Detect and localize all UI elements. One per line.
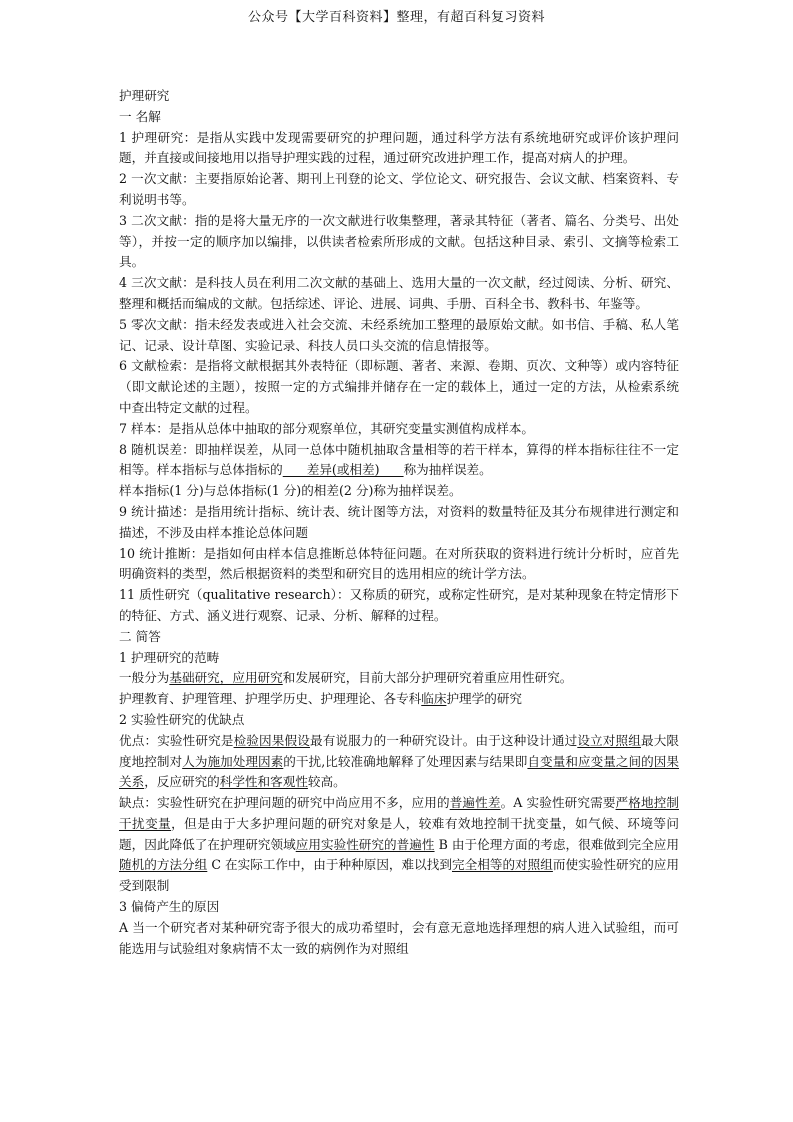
def8-text: 8 随机误差：即抽样误差，从同一总体中随机抽取含量相等的若干样本，算得的样本指标往往不一定相等。样本指标与总体指标的 [119, 441, 679, 478]
definition-item: 1 护理研究：是指从实践中发现需要研究的护理问题，通过科学方法有系统地研究或评价该护理问题，并直接或间接地用以指导护理实践的过程，通过研究改进护理工作，提高对病人的护理。 [119, 129, 679, 166]
def8-text-end: 称为抽样误差。 [403, 462, 492, 478]
underlined-term: 临床 [421, 691, 447, 707]
answer-text: B 由于伦理方面的考虑，很难做到完全应用 [434, 836, 680, 852]
answer-text: 最有说服力的一种研究设计。由于这种设计通过 [309, 732, 578, 748]
answer-text: 而使实验性研究的应用受到限制 [119, 857, 680, 894]
answer-text: 优点：实验性研究是 [119, 732, 234, 748]
def8-underlined: 差异(或相差) [282, 462, 404, 478]
document-body [119, 86, 679, 959]
underlined-term: 设立对照组 [577, 732, 641, 748]
answer-line: A 当一个研究者对某种研究寄予很大的成功希望时，会有意无意地选择理想的病人进入试验组，而可能选用与试验组对象病情不太一致的病例作为对照组 [119, 919, 679, 956]
question-title: 2 实验性研究的优缺点 [119, 711, 245, 727]
answer-text: 。A 实验性研究需要 [500, 795, 616, 811]
answer-text: 最大限度地控制对 [119, 732, 680, 769]
question-title: 1 护理研究的范畴 [119, 649, 220, 665]
answer-text: 缺点：实验性研究在护理问题的研究中尚应用不多，应用的 [119, 795, 450, 811]
definition-item: 10 统计推断：是指如何由样本信息推断总体特征问题。在对所获取的资料进行统计分析时，应首先明确资料的类型，然后根据资料的类型和研究目的选用相应的统计学方法。 [119, 545, 679, 582]
section-heading-definitions: 一 名解 [119, 108, 161, 124]
definition-item: 3 二次文献：指的是将大量无序的一次文献进行收集整理，著录其特征（著者、篇名、分类号、出处等），并按一定的顺序加以编排，以供读者检索所形成的文献。包括这种目录、索引、文摘等检索工具。 [119, 212, 679, 270]
section-heading-short-answers: 二 简答 [119, 628, 161, 644]
answer-line [119, 668, 679, 689]
answer-text: C 在实际工作中，由于种种原因，难以找到 [207, 857, 452, 873]
answer-text: 和发展研究，目前大部分护理研究着重应用性研究。 [282, 670, 573, 686]
definition-item: 11 质性研究（qualitative research）：又称质的研究，或称定性研究，是对某种现象在特定情形下的特征、方式、涵义进行观察、记录、分析、解释的过程。 [119, 587, 679, 623]
underlined-term: 基础研究，应用研究 [169, 670, 283, 686]
answer-text: 较高。 [307, 774, 346, 790]
definition-item [119, 440, 679, 482]
answer-text: 护理教育、护理管理、护理学历史、护理理论、各专科 [119, 691, 422, 707]
underlined-term: 人为施加处理因素 [182, 753, 284, 769]
answer-pros [119, 731, 679, 793]
definition-item: 9 统计描述：是指用统计指标、统计表、统计图等方法，对资料的数量特征及其分布规律进行测定和描述，不涉及由样本推论总体问题 [119, 503, 679, 540]
underlined-term: 科学性和客观性 [219, 774, 308, 790]
underlined-term: 应用实验性研究的普遍性 [295, 836, 435, 852]
definition-item: 5 零次文献：指未经发表或进入社会交流、未经系统加工整理的最原始文献。如书信、手稿、私人笔记、记录、设计草图、实验记录、科技人员口头交流的信息情报等。 [119, 316, 679, 353]
definition-note: 样本指标(1 分)与总体指标(1 分)的相差(2 分)称为抽样误差。 [119, 483, 462, 499]
doc-title: 护理研究 [119, 88, 170, 103]
underlined-term: 自变量和应变量之间的因果关系 [119, 753, 680, 790]
definition-item: 4 三次文献：是科技人员在利用二次文献的基础上、选用大量的一次文献，经过阅读、分析、研究、整理和概括而编成的文献。包括综述、评论、进展、词典、手册、百科全书、教科书、年鉴等。 [119, 275, 679, 311]
definition-item: 6 文献检索：是指将文献根据其外表特征（即标题、著者、来源、卷期、页次、文种等）或内容特征（即文献论述的主题），按照一定的方式编排并储存在一定的载体上，通过一定的方法，从检索系统中查出特定文献的过程。 [119, 358, 679, 415]
page-header: 公众号【大学百科资料】整理，有超百科复习资料 [247, 10, 545, 25]
underlined-term: 普遍性差 [449, 795, 501, 811]
answer-text: 一般分为 [119, 670, 170, 686]
answer-text: 护理学的研究 [446, 691, 522, 707]
definition-item: 2 一次文献：主要指原始论著、期刊上刊登的论文、学位论文、研究报告、会议文献、档案资料、专利说明书等。 [119, 171, 679, 207]
answer-text: 的干扰,比较准确地解释了处理因素与结果即 [283, 753, 528, 769]
underlined-term: 检验因果假设 [233, 732, 310, 748]
answer-line [119, 689, 679, 710]
underlined-term: 完全相等的对照组 [452, 857, 553, 873]
question-title: 3 偏倚产生的原因 [119, 899, 220, 915]
underlined-term: 随机的方法分组 [119, 857, 208, 873]
definition-item: 7 样本：是指从总体中抽取的部分观察单位，其研究变量实测值构成样本。 [119, 420, 535, 436]
answer-text: ，但是由于大多护理问题的研究对象是人，较难有效地控制干扰变量，如气候、环境等问题，因此降低了在护理研究领域 [119, 815, 680, 852]
underlined-term: 严格地控制干扰变量 [119, 795, 680, 831]
answer-cons [119, 793, 679, 897]
answer-text: ，反应研究的 [144, 774, 220, 790]
